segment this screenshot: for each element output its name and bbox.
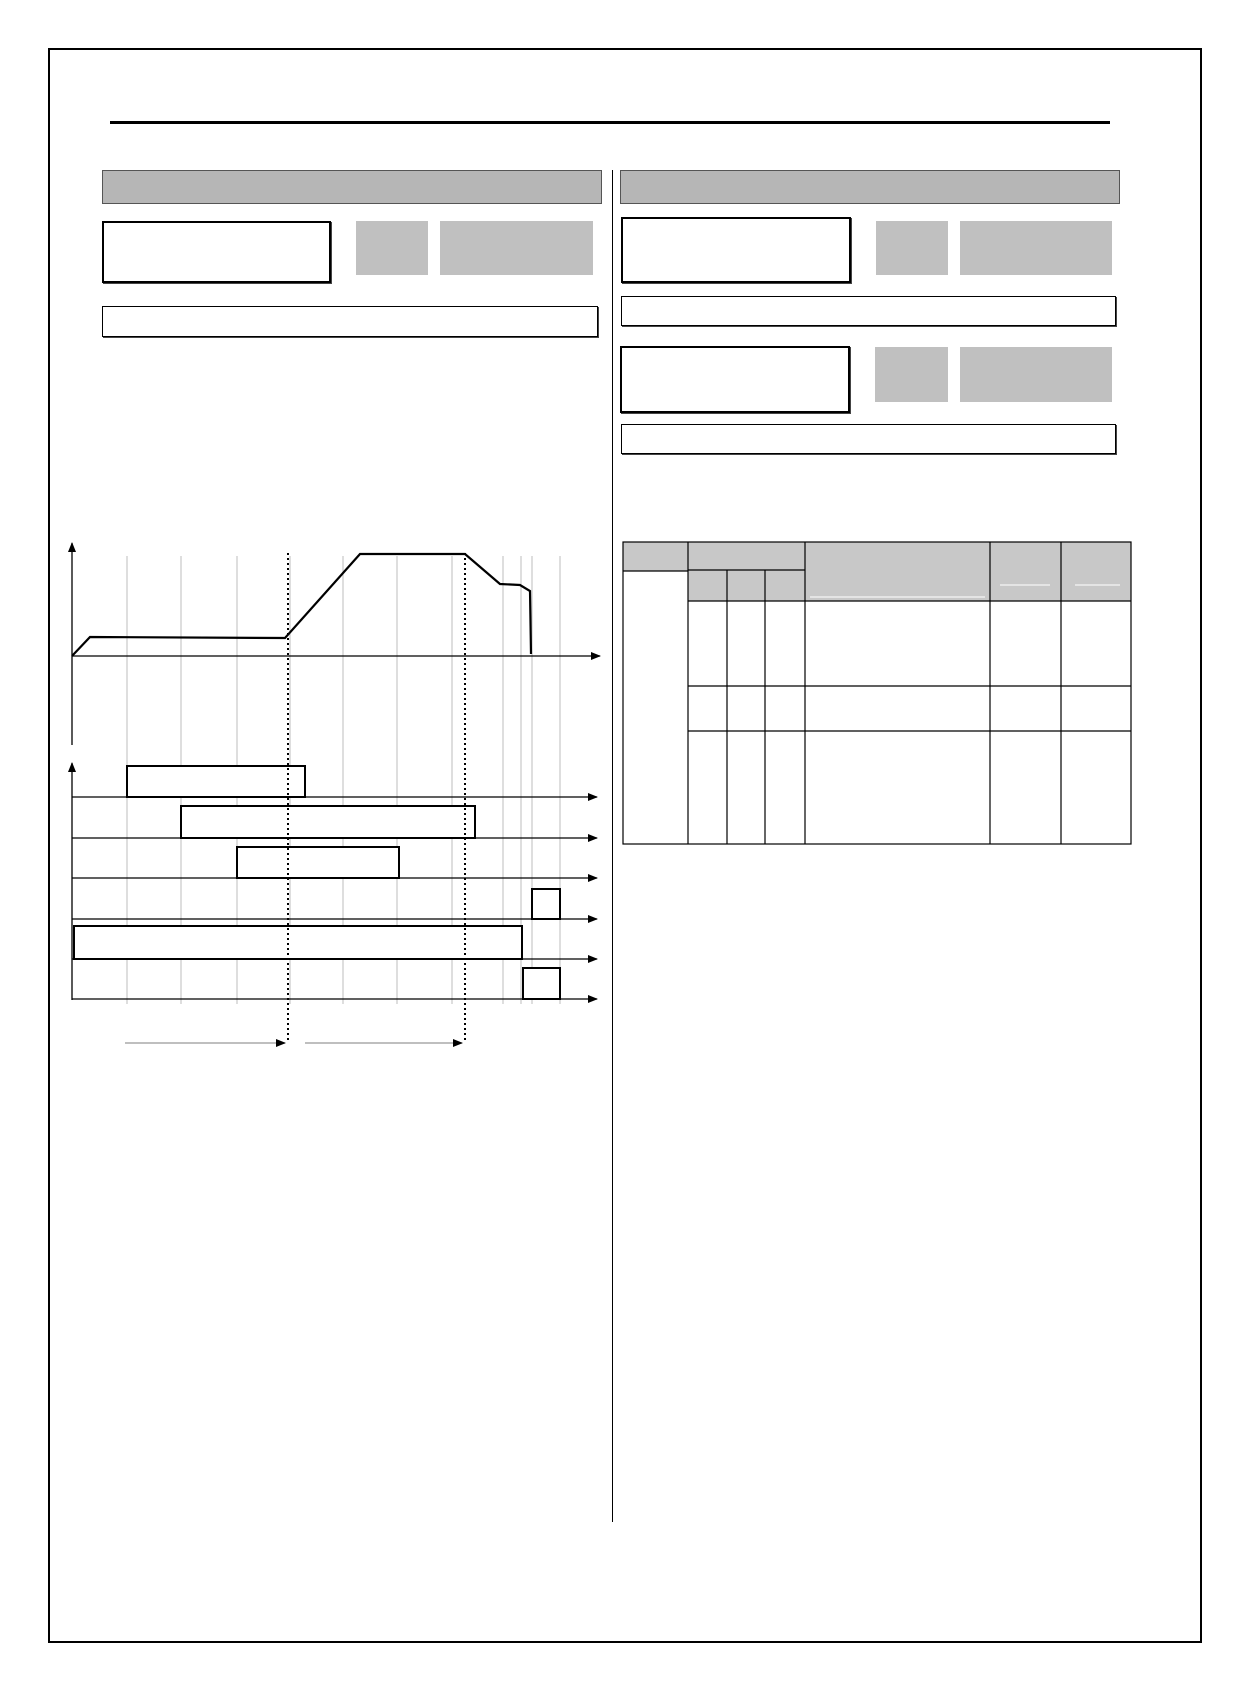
table-header-fill — [623, 542, 1131, 601]
